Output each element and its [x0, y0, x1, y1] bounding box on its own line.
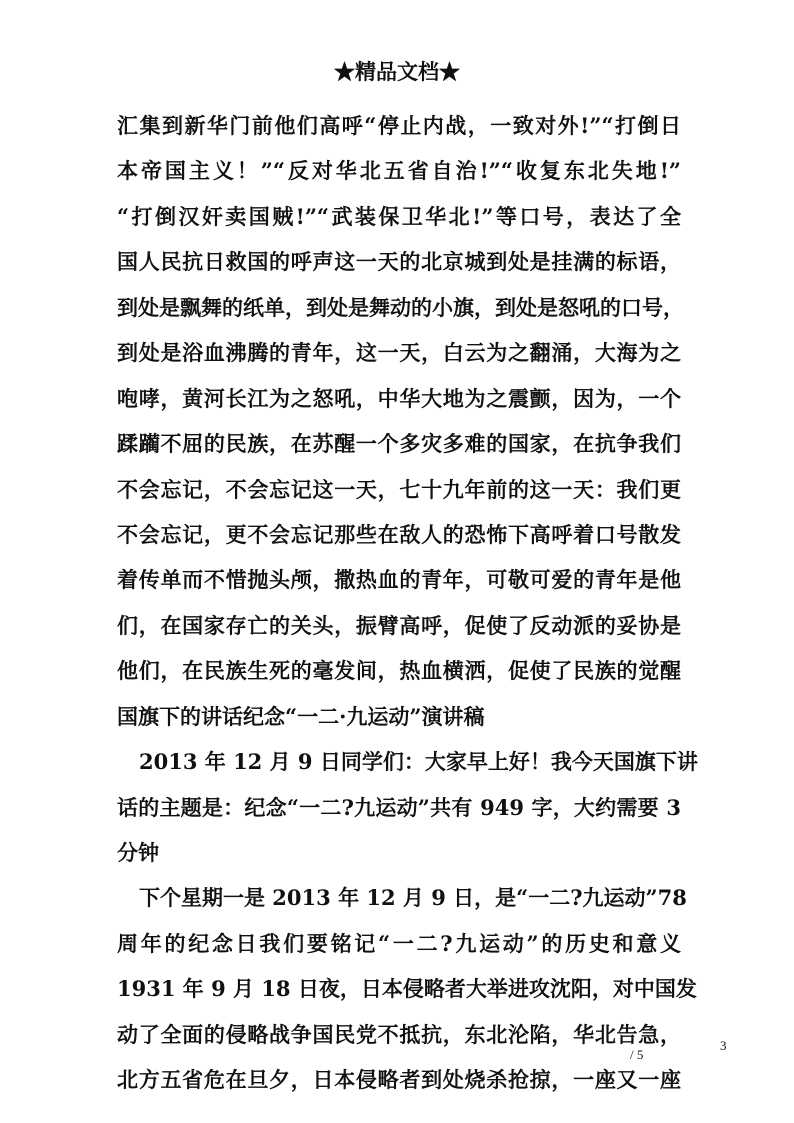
text-line: 们，在国家存亡的关头，振臂高呼，促使了反动派的妥协是	[117, 612, 681, 638]
text-line: 本帝国主义！”“反对华北五省自治!”“收复东北失地!”	[117, 158, 681, 184]
text-line: 北方五省危在旦夕，日本侵略者到处烧杀抢掠，一座又一座	[117, 1067, 681, 1093]
speech-title-line: 国旗下的讲话纪念“一二·九运动”演讲稿	[117, 703, 485, 729]
text-line: 汇集到新华门前他们高呼“停止内战，一致对外!”“打倒日	[117, 113, 681, 138]
text-line: 2013 年 12 月 9 日同学们：大家早上好！我今天国旗下讲	[139, 749, 698, 775]
text-line: 周年的纪念日我们要铭记“一二?九运动”的历史和意义	[117, 930, 681, 956]
page-header-title: ★精品文档★	[334, 59, 460, 84]
text-line: 分钟	[117, 840, 159, 865]
text-line: “打倒汉奸卖国贼!”“武装保卫华北!”等口号，表达了全	[117, 203, 681, 229]
page-total: / 5	[630, 1047, 644, 1062]
text-line: 着传单而不惜抛头颅，撒热血的青年，可敬可爱的青年是他	[117, 567, 681, 593]
text-line: 蹂躏不屈的民族，在苏醒一个多灾多难的国家，在抗争我们	[117, 431, 681, 457]
text-line: 不会忘记，更不会忘记那些在敌人的恐怖下高呼着口号散发	[117, 521, 681, 547]
text-line: 咆哮，黄河长江为之怒吼，中华大地为之震颤，因为，一个	[117, 385, 681, 411]
text-line: 下个星期一是 2013 年 12 月 9 日，是“一二?九运动”78	[139, 885, 687, 911]
text-line: 他们，在民族生死的毫发间，热血横洒，促使了民族的觉醒	[117, 658, 681, 684]
page-number: 3	[720, 1038, 727, 1053]
text-line: 话的主题是：纪念“一二?九运动”共有 949 字，大约需要 3	[117, 794, 681, 820]
text-line: 动了全面的侵略战争国民党不抵抗，东北沦陷，华北告急，	[117, 1021, 681, 1047]
text-line: 1931 年 9 月 18 日夜，日本侵略者大举进攻沈阳，对中国发	[117, 976, 697, 1002]
text-line: 不会忘记，不会忘记这一天，七十九年前的这一天：我们更	[117, 476, 681, 502]
document-body	[117, 103, 698, 1103]
text-line: 国人民抗日救国的呼声这一天的北京城到处是挂满的标语，	[117, 249, 681, 275]
text-line: 到处是浴血沸腾的青年，这一天，白云为之翻涌，大海为之	[117, 340, 681, 366]
text-line: 到处是飘舞的纸单，到处是舞动的小旗，到处是怒吼的口号，	[117, 294, 684, 320]
